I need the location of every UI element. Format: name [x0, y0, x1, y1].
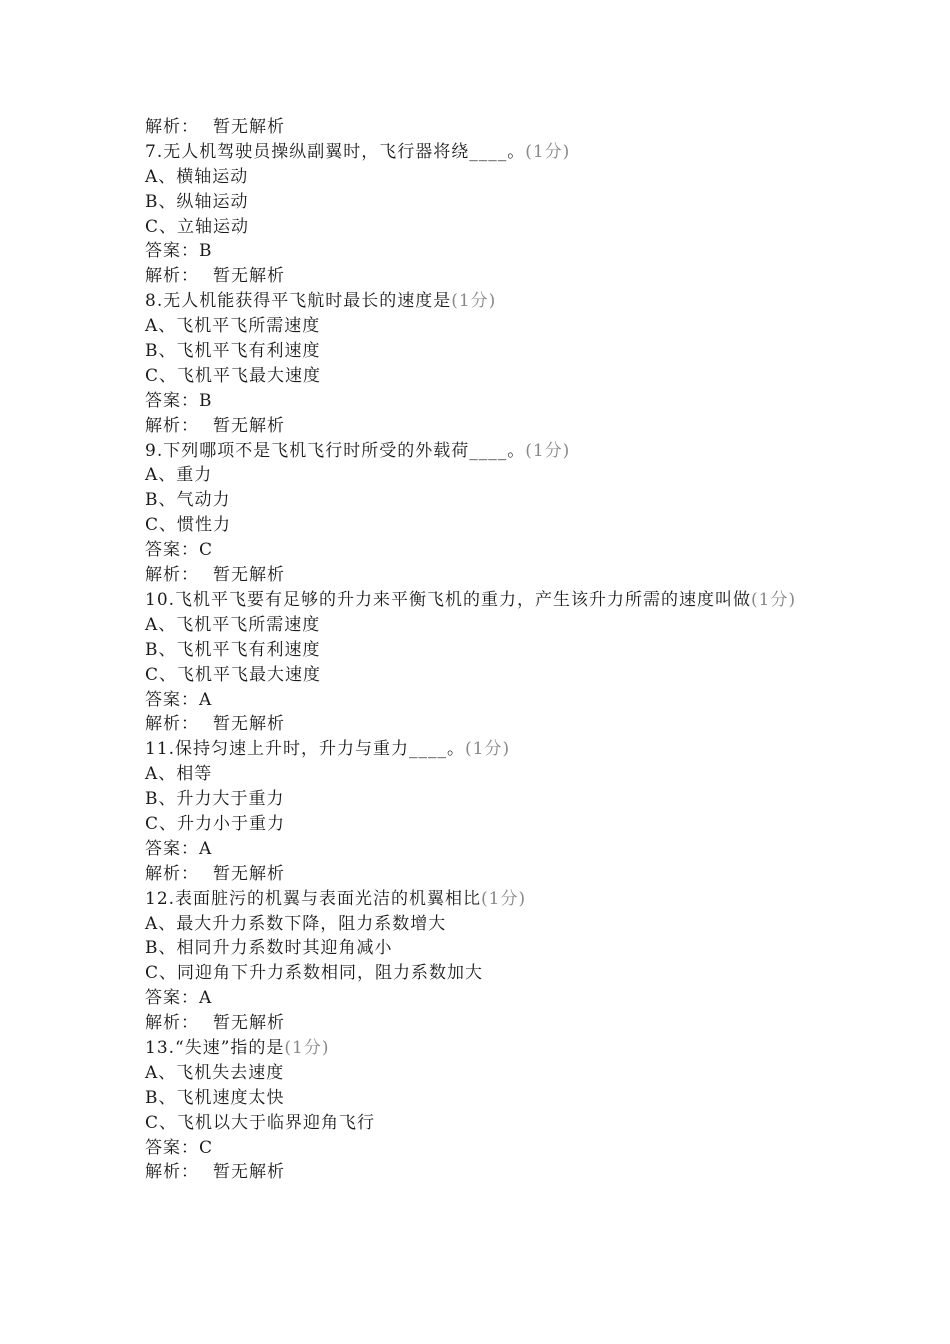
analysis-line: 解析： 暂无解析 — [145, 863, 285, 884]
analysis-line: 解析： 暂无解析 — [145, 266, 285, 287]
document-page — [145, 115, 815, 1185]
answer-value: A — [199, 838, 213, 859]
option-c: C、飞机以大于临界迎角飞行 — [145, 1112, 376, 1133]
answer-line: 答案：A — [145, 988, 213, 1009]
option-c: C、惯性力 — [145, 515, 232, 536]
question-stem: 8.无人机能获得平飞航时最长的速度是(1分) — [145, 291, 497, 312]
analysis-text: 暂无解析 — [213, 565, 285, 586]
option-c: C、飞机平飞最大速度 — [145, 365, 322, 386]
question-score: (1分) — [525, 440, 571, 461]
option-a: A、最大升力系数下降，阻力系数增大 — [145, 913, 447, 934]
answer-value: B — [199, 390, 213, 411]
question-block — [145, 140, 815, 289]
analysis-line: 解析： 暂无解析 — [145, 1162, 285, 1183]
answer-line: 答案：A — [145, 689, 213, 710]
question-stem: 10.飞机平飞要有足够的升力来平衡飞机的重力，产生该升力所需的速度叫做(1分) — [145, 589, 797, 610]
option-a: A、飞机失去速度 — [145, 1062, 285, 1083]
answer-value: C — [199, 540, 214, 561]
option-a: A、相等 — [145, 764, 213, 785]
question-score: (1分) — [481, 888, 527, 909]
answer-line: 答案：A — [145, 838, 213, 859]
option-c: C、同迎角下升力系数相同，阻力系数加大 — [145, 963, 484, 984]
question-score: (1分) — [465, 739, 511, 760]
answer-value: B — [199, 241, 213, 262]
answer-value: C — [199, 1137, 214, 1158]
option-a: A、飞机平飞所需速度 — [145, 316, 321, 337]
option-a: A、飞机平飞所需速度 — [145, 614, 321, 635]
answer-value: A — [199, 988, 213, 1009]
question-stem: 7.无人机驾驶员操纵副翼时，飞行器将绕____。(1分) — [145, 141, 571, 162]
option-b: B、飞机速度太快 — [145, 1087, 285, 1108]
question-block — [145, 887, 815, 1036]
option-b: B、纵轴运动 — [145, 191, 249, 212]
option-c: C、立轴运动 — [145, 216, 250, 237]
analysis-line: 解析： 暂无解析 — [145, 1013, 285, 1034]
question-score: (1分) — [451, 291, 497, 312]
answer-line: 答案：C — [145, 540, 214, 561]
option-c: C、飞机平飞最大速度 — [145, 664, 322, 685]
option-b: B、气动力 — [145, 490, 231, 511]
option-b: B、升力大于重力 — [145, 789, 285, 810]
question-block — [145, 737, 815, 886]
option-b: B、飞机平飞有利速度 — [145, 341, 321, 362]
question-block — [145, 588, 815, 737]
question-block — [145, 439, 815, 588]
answer-line: 答案：B — [145, 390, 213, 411]
option-a: A、重力 — [145, 465, 213, 486]
analysis-line: 解析： 暂无解析 — [145, 415, 285, 436]
analysis-text: 暂无解析 — [213, 415, 285, 436]
analysis-text: 暂无解析 — [213, 863, 285, 884]
analysis-text: 暂无解析 — [213, 1013, 285, 1034]
answer-line: 答案：B — [145, 241, 213, 262]
question-stem: 12.表面脏污的机翼与表面光洁的机翼相比(1分) — [145, 888, 527, 909]
question-score: (1分) — [284, 1037, 330, 1058]
question-score: (1分) — [525, 141, 571, 162]
answer-line: 答案：C — [145, 1137, 214, 1158]
option-a: A、横轴运动 — [145, 166, 249, 187]
analysis-text: 暂无解析 — [213, 1162, 285, 1183]
option-c: C、升力小于重力 — [145, 813, 286, 834]
option-b: B、相同升力系数时其迎角减小 — [145, 938, 393, 959]
analysis-text: 暂无解析 — [213, 714, 285, 735]
analysis-line: 解析： 暂无解析 — [145, 714, 285, 735]
question-stem: 9.下列哪项不是飞机飞行时所受的外载荷____。(1分) — [145, 440, 571, 461]
question-stem: 11.保持匀速上升时，升力与重力____。(1分) — [145, 739, 511, 760]
analysis-text: 暂无解析 — [213, 117, 285, 137]
question-block — [145, 289, 815, 438]
analysis-line: 解析： 暂无解析 — [145, 565, 285, 586]
option-b: B、飞机平飞有利速度 — [145, 639, 321, 660]
analysis-label: 解析： — [145, 117, 199, 137]
question-stem: 13.“失速”指的是(1分) — [145, 1037, 330, 1058]
analysis-text: 暂无解析 — [213, 266, 285, 287]
question-score: (1分) — [751, 589, 797, 610]
answer-value: A — [199, 689, 213, 710]
question-block — [145, 1036, 815, 1185]
analysis-line — [145, 115, 815, 140]
